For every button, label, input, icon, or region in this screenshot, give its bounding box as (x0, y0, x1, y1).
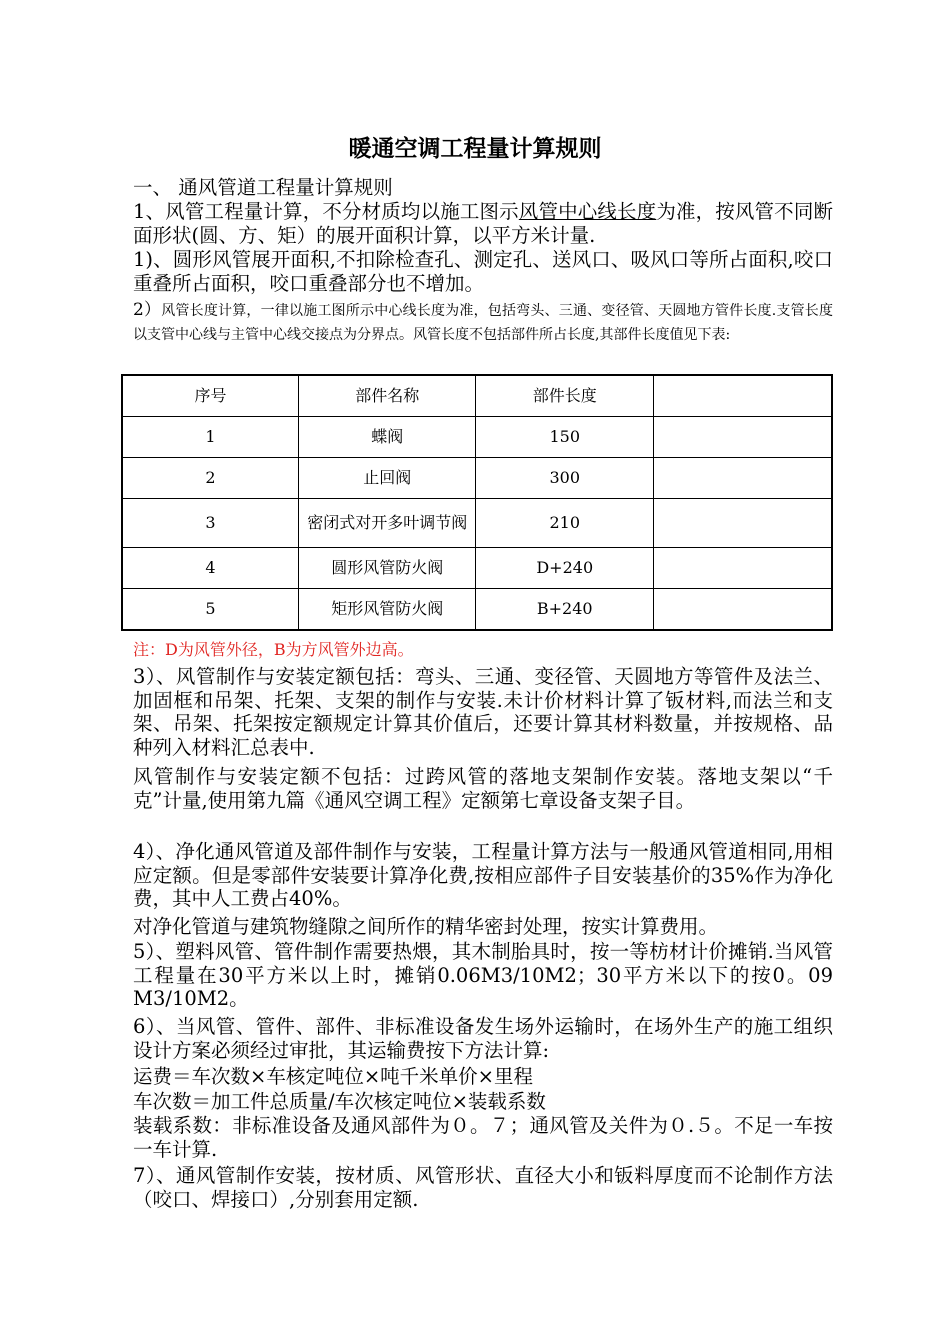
component-length-table (121, 374, 833, 631)
table-cell: 300 (476, 458, 654, 499)
table-cell: 蝶阀 (298, 417, 475, 458)
table-header-cell: 部件长度 (476, 375, 654, 417)
formula-load-factor: 装载系数：非标准设备及通风部件为０。７；通风管及关件为０.５。不足一车按一车计算. (133, 1114, 833, 1161)
paragraph-4b: 对净化管道与建筑物缝隙之间所作的精华密封处理，按实计算费用。 (133, 915, 719, 938)
table-cell: 210 (476, 499, 654, 548)
table-cell: 止回阀 (298, 458, 475, 499)
table-cell: 5 (122, 589, 298, 631)
table-note: 注：D为风管外径，B为方风管外边高。 (133, 640, 414, 659)
table-cell: 150 (476, 417, 654, 458)
table-row (122, 548, 832, 589)
table-cell (654, 589, 832, 631)
table-cell: 2 (122, 458, 298, 499)
table-header-row (122, 375, 832, 417)
table-cell: B+240 (476, 589, 654, 631)
table-row (122, 499, 832, 548)
paragraph-2: 2）风管长度计算，一律以施工图所示中心线长度为准，包括弯头、三通、变径管、天圆地方管件长度.支管长度以支管中心线与主管中心线交接点为分界点。风管长度不包括部件所占长度,其部件长度值见下表: (133, 300, 833, 343)
table-cell: 圆形风管防火阀 (298, 548, 475, 589)
table-cell: 4 (122, 548, 298, 589)
table-cell: 矩形风管防火阀 (298, 589, 475, 631)
table-cell: 密闭式对开多叶调节阀 (298, 499, 475, 548)
paragraph-3b: 风管制作与安装定额不包括：过跨风管的落地支架制作安装。落地支架以“千克”计量,使用第九篇《通风空调工程》定额第七章设备支架子目。 (133, 765, 833, 812)
table-row (122, 589, 832, 631)
paragraph-1-1: 1)、圆形风管展开面积,不扣除检查孔、测定孔、送风口、吸风口等所占面积,咬口重叠所占面积，咬口重叠部分也不增加。 (133, 248, 833, 295)
paragraph-3: 3）、风管制作与安装定额包括：弯头、三通、变径管、天圆地方等管件及法兰、加固框和吊架、托架、支架的制作与安装.未计价材料计算了钣材料,而法兰和支架、吊架、托架按定额规定计算其价值后，还要计算其材料数量，并按规格、品种列入材料汇总表中. (133, 665, 833, 759)
section-heading: 一、 通风管道工程量计算规则 (133, 176, 393, 199)
table-cell (654, 458, 832, 499)
table-row (122, 458, 832, 499)
paragraph-6: 6）、当风管、管件、部件、非标准设备发生场外运输时，在场外生产的施工组织设计方案必须经过审批，其运输费按下方法计算: (133, 1015, 833, 1062)
table-cell (654, 499, 832, 548)
paragraph-1: 1、风管工程量计算，不分材质均以施工图示风管中心线长度为准，按风管不同断面形状(圆、方、矩）的展开面积计算，以平方米计量. (133, 200, 833, 247)
table-row (122, 417, 832, 458)
formula-trips: 车次数＝加工件总质量/车次核定吨位×装载系数 (133, 1090, 546, 1113)
paragraph-5: 5）、塑料风管、管件制作需要热煨，其木制胎具时，按一等枋材计价摊销.当风管工程量在30平方米以上时，摊销0.06M3/10M2；30平方米以下的按0。09 M3/10M2。 (133, 940, 833, 1010)
table-header-cell: 部件名称 (298, 375, 475, 417)
page-title: 暖通空调工程量计算规则 (348, 135, 602, 162)
paragraph-7: 7）、通风管制作安装，按材质、风管形状、直径大小和钣料厚度而不论制作方法（咬口、焊接口）,分别套用定额. (133, 1164, 833, 1211)
table-header-cell: 序号 (122, 375, 298, 417)
table-cell: 1 (122, 417, 298, 458)
underlined-term: 风管中心线长度 (518, 200, 657, 223)
table-cell (654, 417, 832, 458)
table-cell: D+240 (476, 548, 654, 589)
table-header-cell (654, 375, 832, 417)
paragraph-4: 4）、净化通风管道及部件制作与安装，工程量计算方法与一般通风管道相同,用相应定额。但是零部件安装要计算净化费,按相应部件子目安装基价的35%作为净化费，其中人工费占40%。 (133, 840, 833, 910)
formula-freight: 运费＝车次数×车核定吨位×吨千米单价×里程 (133, 1065, 534, 1088)
table-cell (654, 548, 832, 589)
table-cell: 3 (122, 499, 298, 548)
